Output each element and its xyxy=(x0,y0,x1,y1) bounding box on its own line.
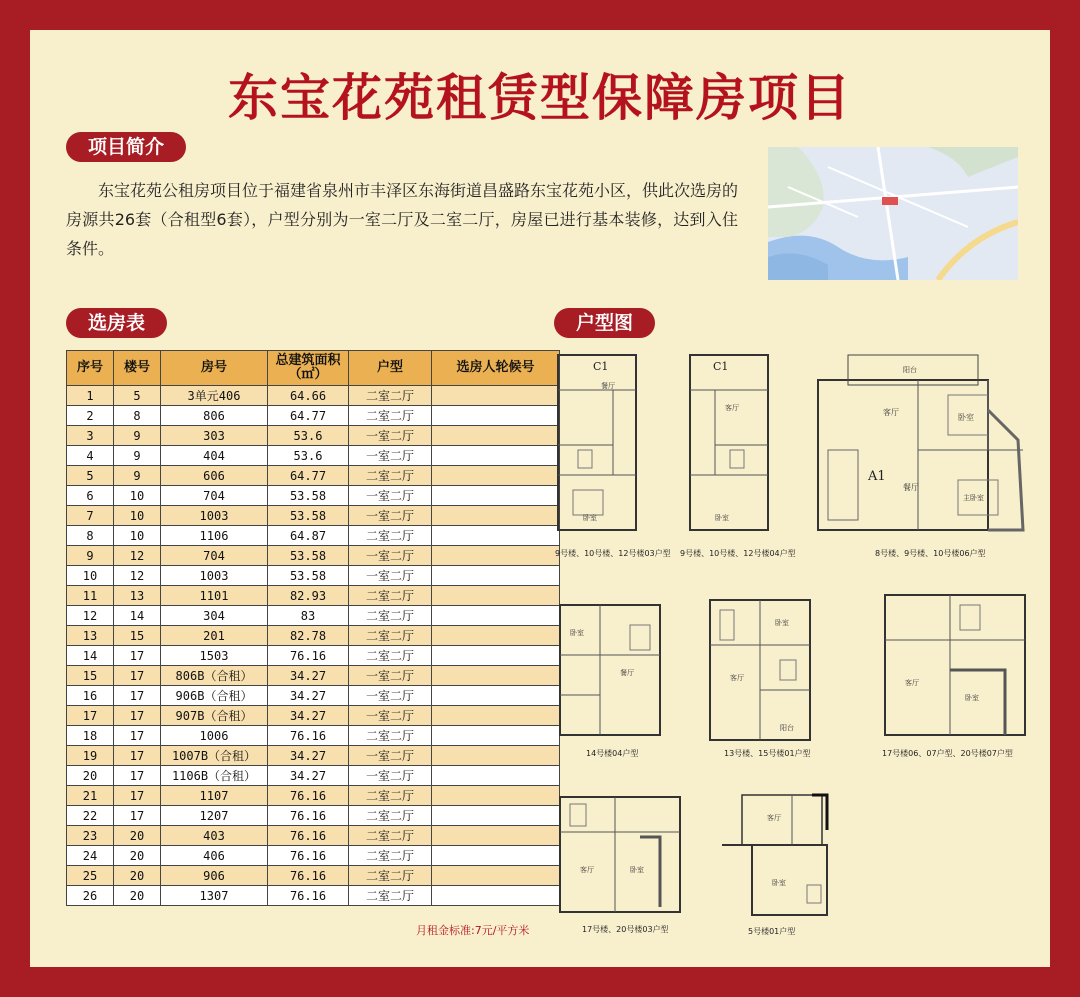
table-cell xyxy=(432,846,560,866)
table-cell: 34.27 xyxy=(268,766,349,786)
table-cell: 一室二厅 xyxy=(349,506,432,526)
table-cell xyxy=(432,566,560,586)
table-cell: 5 xyxy=(114,386,161,406)
table-cell: 二室二厅 xyxy=(349,406,432,426)
table-cell: 二室二厅 xyxy=(349,586,432,606)
table-cell: 9 xyxy=(114,466,161,486)
col-header: 房号 xyxy=(161,351,268,386)
table-cell: 76.16 xyxy=(268,826,349,846)
plan-type-c1: C1 xyxy=(593,360,609,373)
table-cell: 1106B（合租） xyxy=(161,766,268,786)
plan-caption-7: 17号楼、20号楼03户型 xyxy=(582,925,669,934)
plan-type-a1: A1 xyxy=(868,469,886,484)
table-cell xyxy=(432,706,560,726)
table-row xyxy=(67,786,560,806)
table-cell: 4 xyxy=(67,446,114,466)
table-cell: 17 xyxy=(114,666,161,686)
table-cell xyxy=(432,766,560,786)
table-cell: 3 xyxy=(67,426,114,446)
table-cell: 14 xyxy=(67,646,114,666)
table-cell xyxy=(432,486,560,506)
table-row xyxy=(67,886,560,906)
table-cell: 23 xyxy=(67,826,114,846)
table-cell xyxy=(432,426,560,446)
room-label: 客厅 xyxy=(730,674,744,682)
selection-table xyxy=(66,350,560,906)
table-cell: 76.16 xyxy=(268,726,349,746)
table-cell: 12 xyxy=(114,566,161,586)
table-cell: 53.58 xyxy=(268,506,349,526)
table-cell: 17 xyxy=(114,686,161,706)
table-cell: 906B（合租） xyxy=(161,686,268,706)
table-row xyxy=(67,606,560,626)
table-cell: 26 xyxy=(67,886,114,906)
floorplan-5 xyxy=(700,590,820,750)
table-cell: 15 xyxy=(114,626,161,646)
plan-caption-5: 13号楼、15号楼01户型 xyxy=(724,749,811,758)
table-cell: 82.78 xyxy=(268,626,349,646)
table-cell: 304 xyxy=(161,606,268,626)
col-header: 楼号 xyxy=(114,351,161,386)
table-cell: 一室二厅 xyxy=(349,426,432,446)
table-cell: 17 xyxy=(67,706,114,726)
table-cell: 17 xyxy=(114,746,161,766)
table-row xyxy=(67,806,560,826)
table-cell: 1107 xyxy=(161,786,268,806)
table-cell: 一室二厅 xyxy=(349,446,432,466)
table-cell: 12 xyxy=(114,546,161,566)
table-cell: 2 xyxy=(67,406,114,426)
table-cell: 20 xyxy=(114,866,161,886)
table-row xyxy=(67,866,560,886)
table-cell xyxy=(432,786,560,806)
room-label: 餐厅 xyxy=(601,382,615,390)
table-cell: 9 xyxy=(114,446,161,466)
room-label: 客厅 xyxy=(905,679,919,687)
table-cell: 二室二厅 xyxy=(349,866,432,886)
rent-note: 月租金标准:7元/平方米 xyxy=(416,924,530,937)
table-heading: 选房表 xyxy=(66,308,167,338)
floorplan-4 xyxy=(550,595,670,745)
table-cell: 1503 xyxy=(161,646,268,666)
table-cell: 一室二厅 xyxy=(349,746,432,766)
room-label: 客厅 xyxy=(883,408,899,417)
table-cell: 17 xyxy=(114,786,161,806)
table-cell xyxy=(432,806,560,826)
table-cell: 10 xyxy=(67,566,114,586)
table-row xyxy=(67,666,560,686)
table-row xyxy=(67,566,560,586)
table-cell: 606 xyxy=(161,466,268,486)
room-label: 卧室 xyxy=(570,629,584,637)
table-cell: 404 xyxy=(161,446,268,466)
room-label: 卧室 xyxy=(775,619,789,627)
table-row xyxy=(67,506,560,526)
table-cell: 17 xyxy=(114,706,161,726)
room-label: 餐厅 xyxy=(620,669,634,677)
table-cell xyxy=(432,526,560,546)
table-cell: 1101 xyxy=(161,586,268,606)
table-cell: 二室二厅 xyxy=(349,846,432,866)
table-cell: 一室二厅 xyxy=(349,766,432,786)
table-cell: 二室二厅 xyxy=(349,806,432,826)
table-cell: 13 xyxy=(67,626,114,646)
table-cell: 一室二厅 xyxy=(349,546,432,566)
table-cell: 19 xyxy=(67,746,114,766)
room-label: 卧室 xyxy=(958,413,974,422)
table-cell: 一室二厅 xyxy=(349,666,432,686)
col-header: 户型 xyxy=(349,351,432,386)
table-cell: 34.27 xyxy=(268,666,349,686)
table-cell: 1007B（合租） xyxy=(161,746,268,766)
table-row xyxy=(67,626,560,646)
table-cell xyxy=(432,386,560,406)
poster-panel xyxy=(30,30,1050,967)
table-cell: 二室二厅 xyxy=(349,466,432,486)
plan-caption-4: 14号楼04户型 xyxy=(586,749,639,758)
table-cell: 15 xyxy=(67,666,114,686)
table-cell: 5 xyxy=(67,466,114,486)
room-label: 卧室 xyxy=(630,866,644,874)
table-row xyxy=(67,466,560,486)
plan-caption-1: 9号楼、10号楼、12号楼03户型 xyxy=(555,549,671,558)
table-cell: 22 xyxy=(67,806,114,826)
table-cell: 二室二厅 xyxy=(349,726,432,746)
table-cell: 20 xyxy=(114,886,161,906)
table-row xyxy=(67,446,560,466)
table-cell: 1003 xyxy=(161,566,268,586)
table-cell: 17 xyxy=(114,646,161,666)
table-cell: 53.58 xyxy=(268,486,349,506)
table-cell xyxy=(432,666,560,686)
intro-text: 东宝花苑公租房项目位于福建省泉州市丰泽区东海街道昌盛路东宝花苑小区，供此次选房的房源共26套（合租型6套），户型分别为一室二厅及二室二厅，房屋已进行基本装修，达到入住条件。 xyxy=(66,181,739,258)
floorplan-1 xyxy=(553,350,643,540)
table-cell xyxy=(432,686,560,706)
col-header: 总建筑面积（㎡） xyxy=(268,351,349,386)
table-cell: 二室二厅 xyxy=(349,646,432,666)
room-label: 阳台 xyxy=(780,724,794,732)
table-cell: 34.27 xyxy=(268,686,349,706)
table-cell: 406 xyxy=(161,846,268,866)
table-cell: 20 xyxy=(114,846,161,866)
table-cell: 82.93 xyxy=(268,586,349,606)
plans-heading: 户型图 xyxy=(554,308,655,338)
table-row xyxy=(67,486,560,506)
table-cell: 7 xyxy=(67,506,114,526)
table-cell: 9 xyxy=(67,546,114,566)
location-map xyxy=(768,147,1018,280)
table-cell: 16 xyxy=(67,686,114,706)
table-cell: 二室二厅 xyxy=(349,786,432,806)
table-cell: 11 xyxy=(67,586,114,606)
table-cell: 17 xyxy=(114,806,161,826)
table-row xyxy=(67,706,560,726)
table-cell: 76.16 xyxy=(268,886,349,906)
table-cell: 1003 xyxy=(161,506,268,526)
table-cell: 1006 xyxy=(161,726,268,746)
table-row xyxy=(67,646,560,666)
table-cell: 14 xyxy=(114,606,161,626)
table-cell: 1207 xyxy=(161,806,268,826)
table-cell xyxy=(432,886,560,906)
table-cell: 一室二厅 xyxy=(349,686,432,706)
room-label: 卧室 xyxy=(965,694,979,702)
table-row xyxy=(67,406,560,426)
table-cell: 二室二厅 xyxy=(349,886,432,906)
col-header: 序号 xyxy=(67,351,114,386)
room-label: 卧室 xyxy=(583,514,597,522)
table-cell: 64.77 xyxy=(268,406,349,426)
table-cell: 76.16 xyxy=(268,646,349,666)
table-cell: 76.16 xyxy=(268,786,349,806)
table-cell: 76.16 xyxy=(268,846,349,866)
table-cell: 83 xyxy=(268,606,349,626)
table-cell xyxy=(432,866,560,886)
table-cell: 24 xyxy=(67,846,114,866)
table-cell: 1106 xyxy=(161,526,268,546)
col-header: 选房人轮候号 xyxy=(432,351,560,386)
room-label: 客厅 xyxy=(725,404,739,412)
room-label: 餐厅 xyxy=(903,483,919,492)
table-cell: 34.27 xyxy=(268,746,349,766)
table-cell: 907B（合租） xyxy=(161,706,268,726)
table-cell: 1307 xyxy=(161,886,268,906)
table-cell: 53.6 xyxy=(268,446,349,466)
table-cell xyxy=(432,446,560,466)
table-cell: 二室二厅 xyxy=(349,526,432,546)
floorplan-7 xyxy=(550,792,690,922)
table-cell: 6 xyxy=(67,486,114,506)
table-cell: 303 xyxy=(161,426,268,446)
table-cell: 21 xyxy=(67,786,114,806)
table-cell: 二室二厅 xyxy=(349,386,432,406)
table-row xyxy=(67,586,560,606)
table-row xyxy=(67,546,560,566)
table-cell: 10 xyxy=(114,506,161,526)
table-cell: 12 xyxy=(67,606,114,626)
table-cell: 20 xyxy=(67,766,114,786)
table-cell: 53.58 xyxy=(268,546,349,566)
table-cell: 806B（合租） xyxy=(161,666,268,686)
plan-caption-6: 17号楼06、07户型、20号楼07户型 xyxy=(882,749,1013,758)
table-row xyxy=(67,846,560,866)
plan-caption-8: 5号楼01户型 xyxy=(748,927,796,936)
table-cell: 806 xyxy=(161,406,268,426)
table-cell: 403 xyxy=(161,826,268,846)
floorplan-2 xyxy=(685,350,775,540)
table-cell: 一室二厅 xyxy=(349,566,432,586)
room-label: 主卧室 xyxy=(963,494,984,502)
table-cell: 3单元406 xyxy=(161,386,268,406)
table-cell xyxy=(432,646,560,666)
table-cell: 704 xyxy=(161,546,268,566)
table-cell: 64.66 xyxy=(268,386,349,406)
table-row xyxy=(67,426,560,446)
table-row xyxy=(67,386,560,406)
table-cell: 18 xyxy=(67,726,114,746)
page-title: 东宝花苑租赁型保障房项目 xyxy=(228,69,852,127)
table-cell: 201 xyxy=(161,626,268,646)
table-cell: 13 xyxy=(114,586,161,606)
floorplan-6 xyxy=(870,585,1030,745)
table-cell: 二室二厅 xyxy=(349,826,432,846)
table-row xyxy=(67,726,560,746)
table-cell xyxy=(432,406,560,426)
room-label: 客厅 xyxy=(580,866,594,874)
table-cell: 76.16 xyxy=(268,866,349,886)
table-cell: 10 xyxy=(114,486,161,506)
table-cell: 一室二厅 xyxy=(349,706,432,726)
table-cell: 二室二厅 xyxy=(349,606,432,626)
room-label: 卧室 xyxy=(772,879,786,887)
table-cell xyxy=(432,606,560,626)
table-cell: 8 xyxy=(114,406,161,426)
table-cell: 53.58 xyxy=(268,566,349,586)
table-row xyxy=(67,826,560,846)
table-cell: 906 xyxy=(161,866,268,886)
table-cell: 17 xyxy=(114,766,161,786)
table-cell: 8 xyxy=(67,526,114,546)
table-cell: 二室二厅 xyxy=(349,626,432,646)
table-cell: 64.77 xyxy=(268,466,349,486)
table-cell xyxy=(432,726,560,746)
table-cell xyxy=(432,586,560,606)
table-cell: 34.27 xyxy=(268,706,349,726)
table-cell: 25 xyxy=(67,866,114,886)
intro-heading: 项目简介 xyxy=(66,132,186,162)
table-header-row xyxy=(67,351,560,386)
table-row xyxy=(67,766,560,786)
plan-caption-3: 8号楼、9号楼、10号楼06户型 xyxy=(875,549,986,558)
room-label: 阳台 xyxy=(903,366,917,374)
table-cell xyxy=(432,826,560,846)
plan-caption-2: 9号楼、10号楼、12号楼04户型 xyxy=(680,549,796,558)
floorplan-3 xyxy=(808,350,1028,545)
table-cell: 一室二厅 xyxy=(349,486,432,506)
table-cell xyxy=(432,626,560,646)
table-cell xyxy=(432,746,560,766)
table-row xyxy=(67,746,560,766)
table-cell xyxy=(432,546,560,566)
table-cell xyxy=(432,466,560,486)
table-cell: 9 xyxy=(114,426,161,446)
table-row xyxy=(67,686,560,706)
table-cell: 20 xyxy=(114,826,161,846)
room-label: 客厅 xyxy=(767,814,781,822)
table-cell: 17 xyxy=(114,726,161,746)
table-cell: 76.16 xyxy=(268,806,349,826)
floorplan-8 xyxy=(712,790,837,925)
table-row xyxy=(67,526,560,546)
table-cell: 64.87 xyxy=(268,526,349,546)
table-cell: 53.6 xyxy=(268,426,349,446)
table-cell: 704 xyxy=(161,486,268,506)
table-cell xyxy=(432,506,560,526)
plan-type-c1: C1 xyxy=(713,360,729,373)
table-cell: 1 xyxy=(67,386,114,406)
room-label: 卧室 xyxy=(715,514,729,522)
table-cell: 10 xyxy=(114,526,161,546)
